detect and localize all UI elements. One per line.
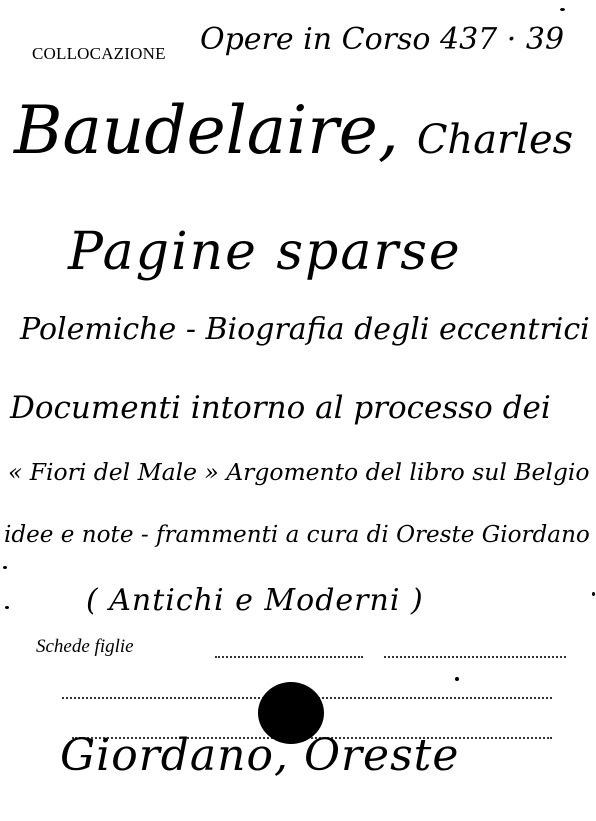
- collocazione-value: Opere in Corso 437 · 39: [200, 22, 565, 57]
- ink-speck: [3, 566, 7, 569]
- signature: Giordano, Oreste: [60, 730, 460, 781]
- schede-dotted-line-1: [215, 656, 363, 658]
- schede-figlie-label: Schede figlie: [36, 636, 134, 657]
- author-heading: [14, 92, 573, 169]
- subtitle-line-1: Polemiche - Biografia degli eccentrici: [20, 312, 590, 347]
- subtitle-line-4: idee e note - frammenti a cura di Oreste Giordano: [4, 522, 590, 548]
- book-title: Pagine sparse: [68, 222, 462, 282]
- series-line: ( Antichi e Moderni ): [86, 583, 424, 618]
- collocazione-label: COLLOCAZIONE: [32, 44, 166, 63]
- author-surname: Baudelaire,: [14, 92, 399, 169]
- ink-speck: [455, 677, 459, 681]
- ink-speck: [5, 606, 9, 609]
- schede-dotted-line-2: [384, 656, 566, 658]
- ink-speck: [592, 592, 595, 596]
- ink-speck: [560, 8, 565, 11]
- author-given-name: Charles: [416, 117, 574, 163]
- subtitle-line-2: Documenti intorno al processo dei: [10, 390, 551, 426]
- subtitle-line-3: « Fiori del Male » Argomento del libro sul Belgio: [8, 458, 590, 486]
